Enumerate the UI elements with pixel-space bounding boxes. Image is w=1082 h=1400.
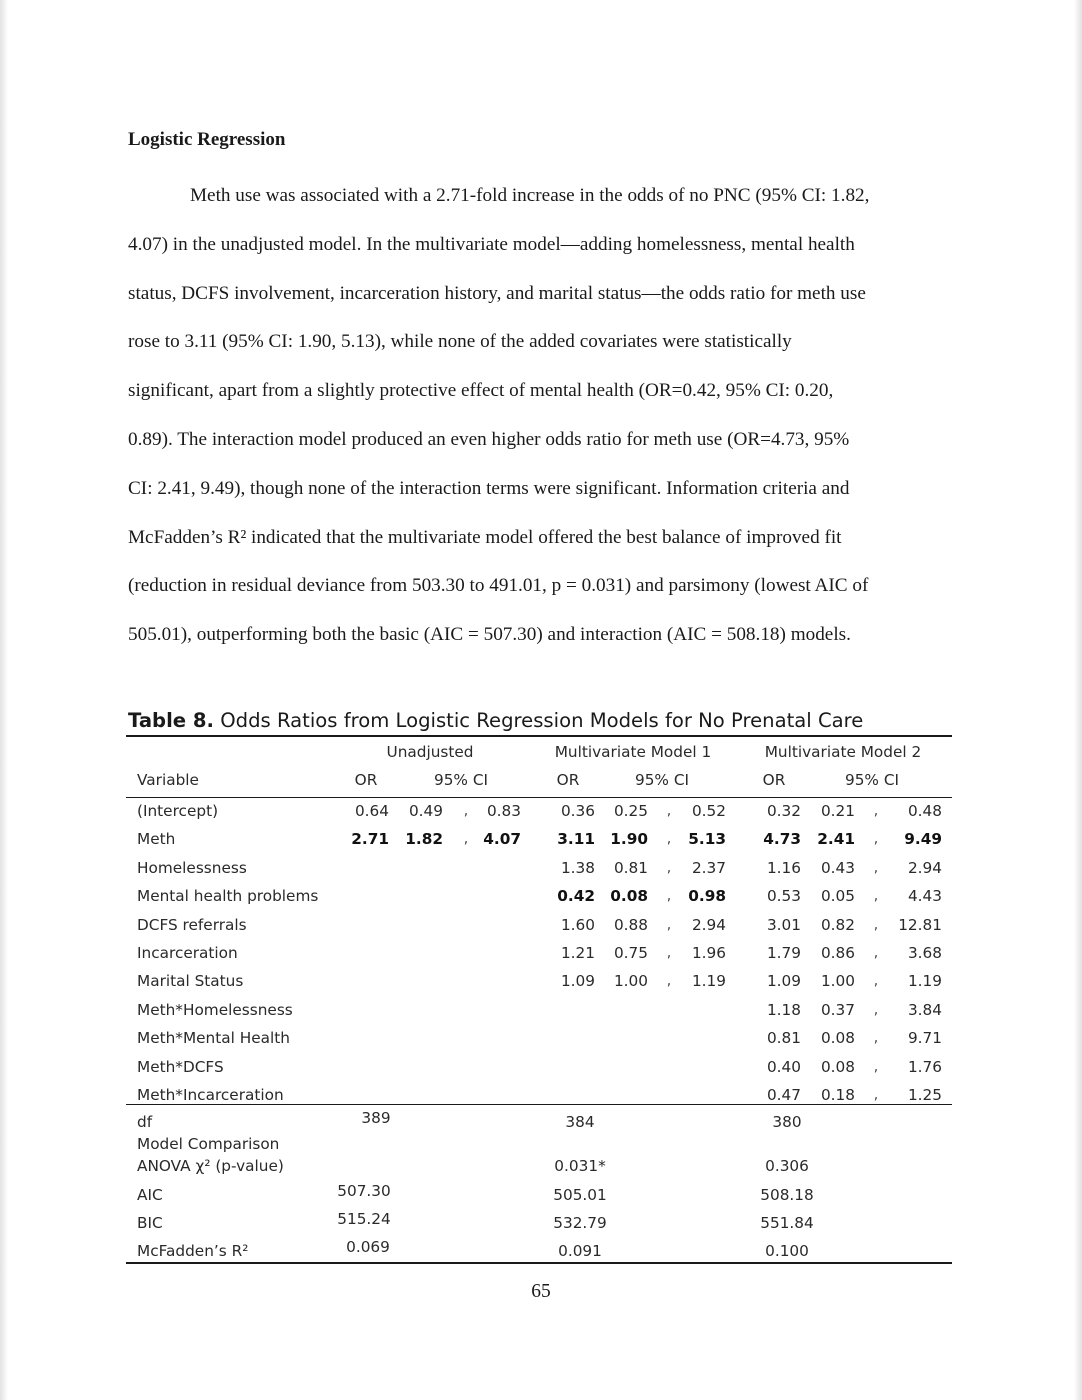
or-value: 4.73 bbox=[763, 830, 801, 849]
ci-separator: , bbox=[666, 888, 672, 905]
ci-lower: 1.00 bbox=[820, 972, 855, 991]
paragraph-line: McFadden’s R² indicated that the multivariate model offered the best balance of improved fit bbox=[128, 526, 842, 548]
ci-separator: , bbox=[873, 803, 879, 819]
paragraph-line: significant, apart from a slightly protective effect of mental health (OR=0.42, 95% CI: 0.20, bbox=[128, 380, 834, 402]
ci-separator: , bbox=[873, 1087, 879, 1103]
ci-separator: , bbox=[873, 1058, 879, 1075]
ci-lower: 0.05 bbox=[820, 887, 855, 906]
or-value: 1.60 bbox=[560, 915, 595, 934]
ci-separator: , bbox=[873, 916, 879, 933]
ci-lower: 1.90 bbox=[610, 830, 648, 849]
ci-separator: , bbox=[873, 973, 879, 990]
ci-lower: 2.41 bbox=[817, 830, 855, 849]
ci-upper: 1.76 bbox=[907, 1057, 942, 1076]
ci-separator: , bbox=[873, 945, 879, 961]
col-ci-header: 95% CI bbox=[433, 771, 489, 789]
ci-upper: 2.94 bbox=[691, 915, 726, 934]
df-value: 380 bbox=[772, 1113, 802, 1131]
or-value: 3.01 bbox=[766, 915, 801, 934]
anova-value: 0.031* bbox=[554, 1157, 606, 1175]
ci-upper: 1.19 bbox=[907, 972, 942, 991]
ci-lower: 0.86 bbox=[820, 944, 855, 962]
ci-separator: , bbox=[463, 831, 469, 848]
or-value: 1.09 bbox=[560, 972, 595, 991]
ci-upper: 4.43 bbox=[907, 887, 942, 906]
or-value: 1.79 bbox=[766, 944, 801, 962]
or-value: 1.09 bbox=[766, 972, 801, 991]
ci-separator: , bbox=[666, 916, 672, 933]
aic-value: 507.30 bbox=[337, 1182, 391, 1200]
table-caption bbox=[128, 709, 863, 733]
ci-lower: 0.08 bbox=[820, 1029, 855, 1048]
ci-lower: 0.18 bbox=[820, 1086, 855, 1104]
stat-label-anova: ANOVA χ² (p-value) bbox=[137, 1157, 284, 1175]
ci-separator: , bbox=[666, 973, 672, 990]
col-variable-header: Variable bbox=[137, 771, 199, 789]
table-rule-bottom bbox=[126, 1262, 952, 1264]
col-or-header: OR bbox=[354, 771, 378, 789]
ci-lower: 0.49 bbox=[408, 802, 443, 820]
ci-upper: 1.25 bbox=[907, 1086, 942, 1104]
ci-separator: , bbox=[463, 803, 469, 819]
paragraph-line: CI: 2.41, 9.49), though none of the interaction terms were significant. Information criteria and bbox=[128, 477, 850, 499]
ci-lower: 0.37 bbox=[820, 1000, 855, 1019]
table-row-label: Mental health problems bbox=[137, 887, 319, 906]
bic-value: 532.79 bbox=[553, 1214, 607, 1232]
ci-lower: 1.82 bbox=[405, 830, 443, 849]
ci-lower: 0.43 bbox=[820, 858, 855, 877]
group-header: Unadjusted bbox=[386, 743, 474, 761]
ci-upper: 0.83 bbox=[486, 802, 521, 820]
stat-label-r2: McFadden’s R² bbox=[137, 1242, 249, 1260]
ci-upper: 0.48 bbox=[907, 802, 942, 820]
or-value: 2.71 bbox=[351, 830, 389, 849]
table-row-label: Meth*Mental Health bbox=[137, 1029, 290, 1048]
ci-upper: 3.84 bbox=[907, 1000, 942, 1019]
or-value: 0.32 bbox=[766, 802, 801, 820]
r2-value: 0.069 bbox=[346, 1238, 390, 1256]
ci-lower: 0.08 bbox=[820, 1057, 855, 1076]
anova-value: 0.306 bbox=[765, 1157, 809, 1175]
stat-label-df: df bbox=[137, 1113, 153, 1131]
ci-upper: 9.49 bbox=[904, 830, 942, 849]
ci-upper: 1.96 bbox=[691, 944, 726, 962]
or-value: 0.81 bbox=[766, 1029, 801, 1048]
col-or-header: OR bbox=[762, 771, 786, 789]
paragraph-line: 4.07) in the unadjusted model. In the multivariate model—adding homelessness, mental health bbox=[128, 233, 855, 255]
table-caption-label: Table 8. bbox=[128, 709, 214, 732]
table-row-label: DCFS referrals bbox=[137, 915, 247, 934]
or-value: 0.40 bbox=[766, 1057, 801, 1076]
ci-separator: , bbox=[666, 859, 672, 876]
bic-value: 515.24 bbox=[337, 1210, 391, 1228]
group-header: Multivariate Model 2 bbox=[764, 743, 922, 761]
col-ci-header: 95% CI bbox=[844, 771, 900, 789]
group-header: Multivariate Model 1 bbox=[554, 743, 712, 761]
ci-separator: , bbox=[873, 1001, 879, 1018]
ci-separator: , bbox=[873, 831, 879, 848]
ci-upper: 12.81 bbox=[898, 915, 942, 934]
ci-lower: 0.81 bbox=[613, 858, 648, 877]
or-value: 1.16 bbox=[766, 858, 801, 877]
table-row-label: Incarceration bbox=[137, 944, 238, 962]
paragraph-line: (reduction in residual deviance from 503.30 to 491.01, p = 0.031) and parsimony (lowest AIC of bbox=[128, 575, 869, 597]
paragraph-line: status, DCFS involvement, incarceration history, and marital status—the odds ratio for meth use bbox=[128, 282, 866, 304]
ci-upper: 0.98 bbox=[688, 887, 726, 906]
or-value: 3.11 bbox=[557, 830, 595, 849]
or-value: 0.64 bbox=[354, 802, 389, 820]
or-value: 0.53 bbox=[766, 887, 801, 906]
paragraph-line: Meth use was associated with a 2.71-fold increase in the odds of no PNC (95% CI: 1.82, bbox=[190, 185, 870, 206]
col-ci-header: 95% CI bbox=[634, 771, 690, 789]
ci-upper: 2.94 bbox=[907, 858, 942, 877]
table-row-label: Marital Status bbox=[137, 972, 244, 991]
ci-upper: 3.68 bbox=[907, 944, 942, 962]
ci-separator: , bbox=[873, 888, 879, 905]
ci-lower: 0.75 bbox=[613, 944, 648, 962]
or-value: 1.21 bbox=[560, 944, 595, 962]
ci-separator: , bbox=[666, 831, 672, 848]
table-row-label: Meth*DCFS bbox=[137, 1057, 224, 1076]
table-rule-top bbox=[126, 735, 952, 737]
ci-lower: 0.25 bbox=[613, 802, 648, 820]
section-heading: Logistic Regression bbox=[128, 129, 286, 150]
ci-separator: , bbox=[666, 945, 672, 961]
ci-separator: , bbox=[873, 859, 879, 876]
ci-upper: 2.37 bbox=[691, 858, 726, 877]
table-row-label: (Intercept) bbox=[137, 802, 219, 820]
table-row-label: Meth*Homelessness bbox=[137, 1000, 293, 1019]
ci-lower: 0.82 bbox=[820, 915, 855, 934]
ci-lower: 1.00 bbox=[613, 972, 648, 991]
r2-value: 0.100 bbox=[765, 1242, 809, 1260]
paragraph-line: 505.01), outperforming both the basic (AIC = 507.30) and interaction (AIC = 508.18) models. bbox=[128, 624, 851, 646]
or-value: 1.38 bbox=[560, 858, 595, 877]
ci-upper: 1.19 bbox=[691, 972, 726, 991]
df-value: 389 bbox=[361, 1109, 391, 1127]
col-or-header: OR bbox=[556, 771, 580, 789]
stat-label-comparison: Model Comparison bbox=[137, 1135, 280, 1153]
ci-separator: , bbox=[666, 803, 672, 819]
table-row-label: Meth bbox=[137, 830, 176, 849]
table-row-label: Homelessness bbox=[137, 858, 247, 877]
ci-separator: , bbox=[873, 1030, 879, 1047]
df-value: 384 bbox=[565, 1113, 595, 1131]
ci-upper: 9.71 bbox=[907, 1029, 942, 1048]
table-caption-text: Odds Ratios from Logistic Regression Models for No Prenatal Care bbox=[220, 709, 864, 732]
stat-label-aic: AIC bbox=[137, 1186, 163, 1204]
or-value: 0.47 bbox=[766, 1086, 801, 1104]
aic-value: 508.18 bbox=[760, 1186, 814, 1204]
paragraph-line: rose to 3.11 (95% CI: 1.90, 5.13), while none of the added covariates were statistically bbox=[128, 331, 792, 353]
page-number: 65 bbox=[531, 1281, 551, 1302]
aic-value: 505.01 bbox=[553, 1186, 607, 1204]
ci-upper: 0.52 bbox=[691, 802, 726, 820]
r2-value: 0.091 bbox=[558, 1242, 602, 1260]
ci-lower: 0.08 bbox=[610, 887, 648, 906]
table-rule-header bbox=[126, 797, 952, 798]
ci-lower: 0.88 bbox=[613, 915, 648, 934]
or-value: 0.42 bbox=[557, 887, 595, 906]
ci-lower: 0.21 bbox=[820, 802, 855, 820]
ci-upper: 4.07 bbox=[483, 830, 521, 849]
or-value: 1.18 bbox=[766, 1000, 801, 1019]
table-row-label: Meth*Incarceration bbox=[137, 1086, 284, 1104]
ci-upper: 5.13 bbox=[688, 830, 726, 849]
bic-value: 551.84 bbox=[760, 1214, 814, 1232]
or-value: 0.36 bbox=[560, 802, 595, 820]
stat-label-bic: BIC bbox=[137, 1214, 163, 1232]
paragraph-line: 0.89). The interaction model produced an even higher odds ratio for meth use (OR=4.73, 95% bbox=[128, 428, 850, 450]
